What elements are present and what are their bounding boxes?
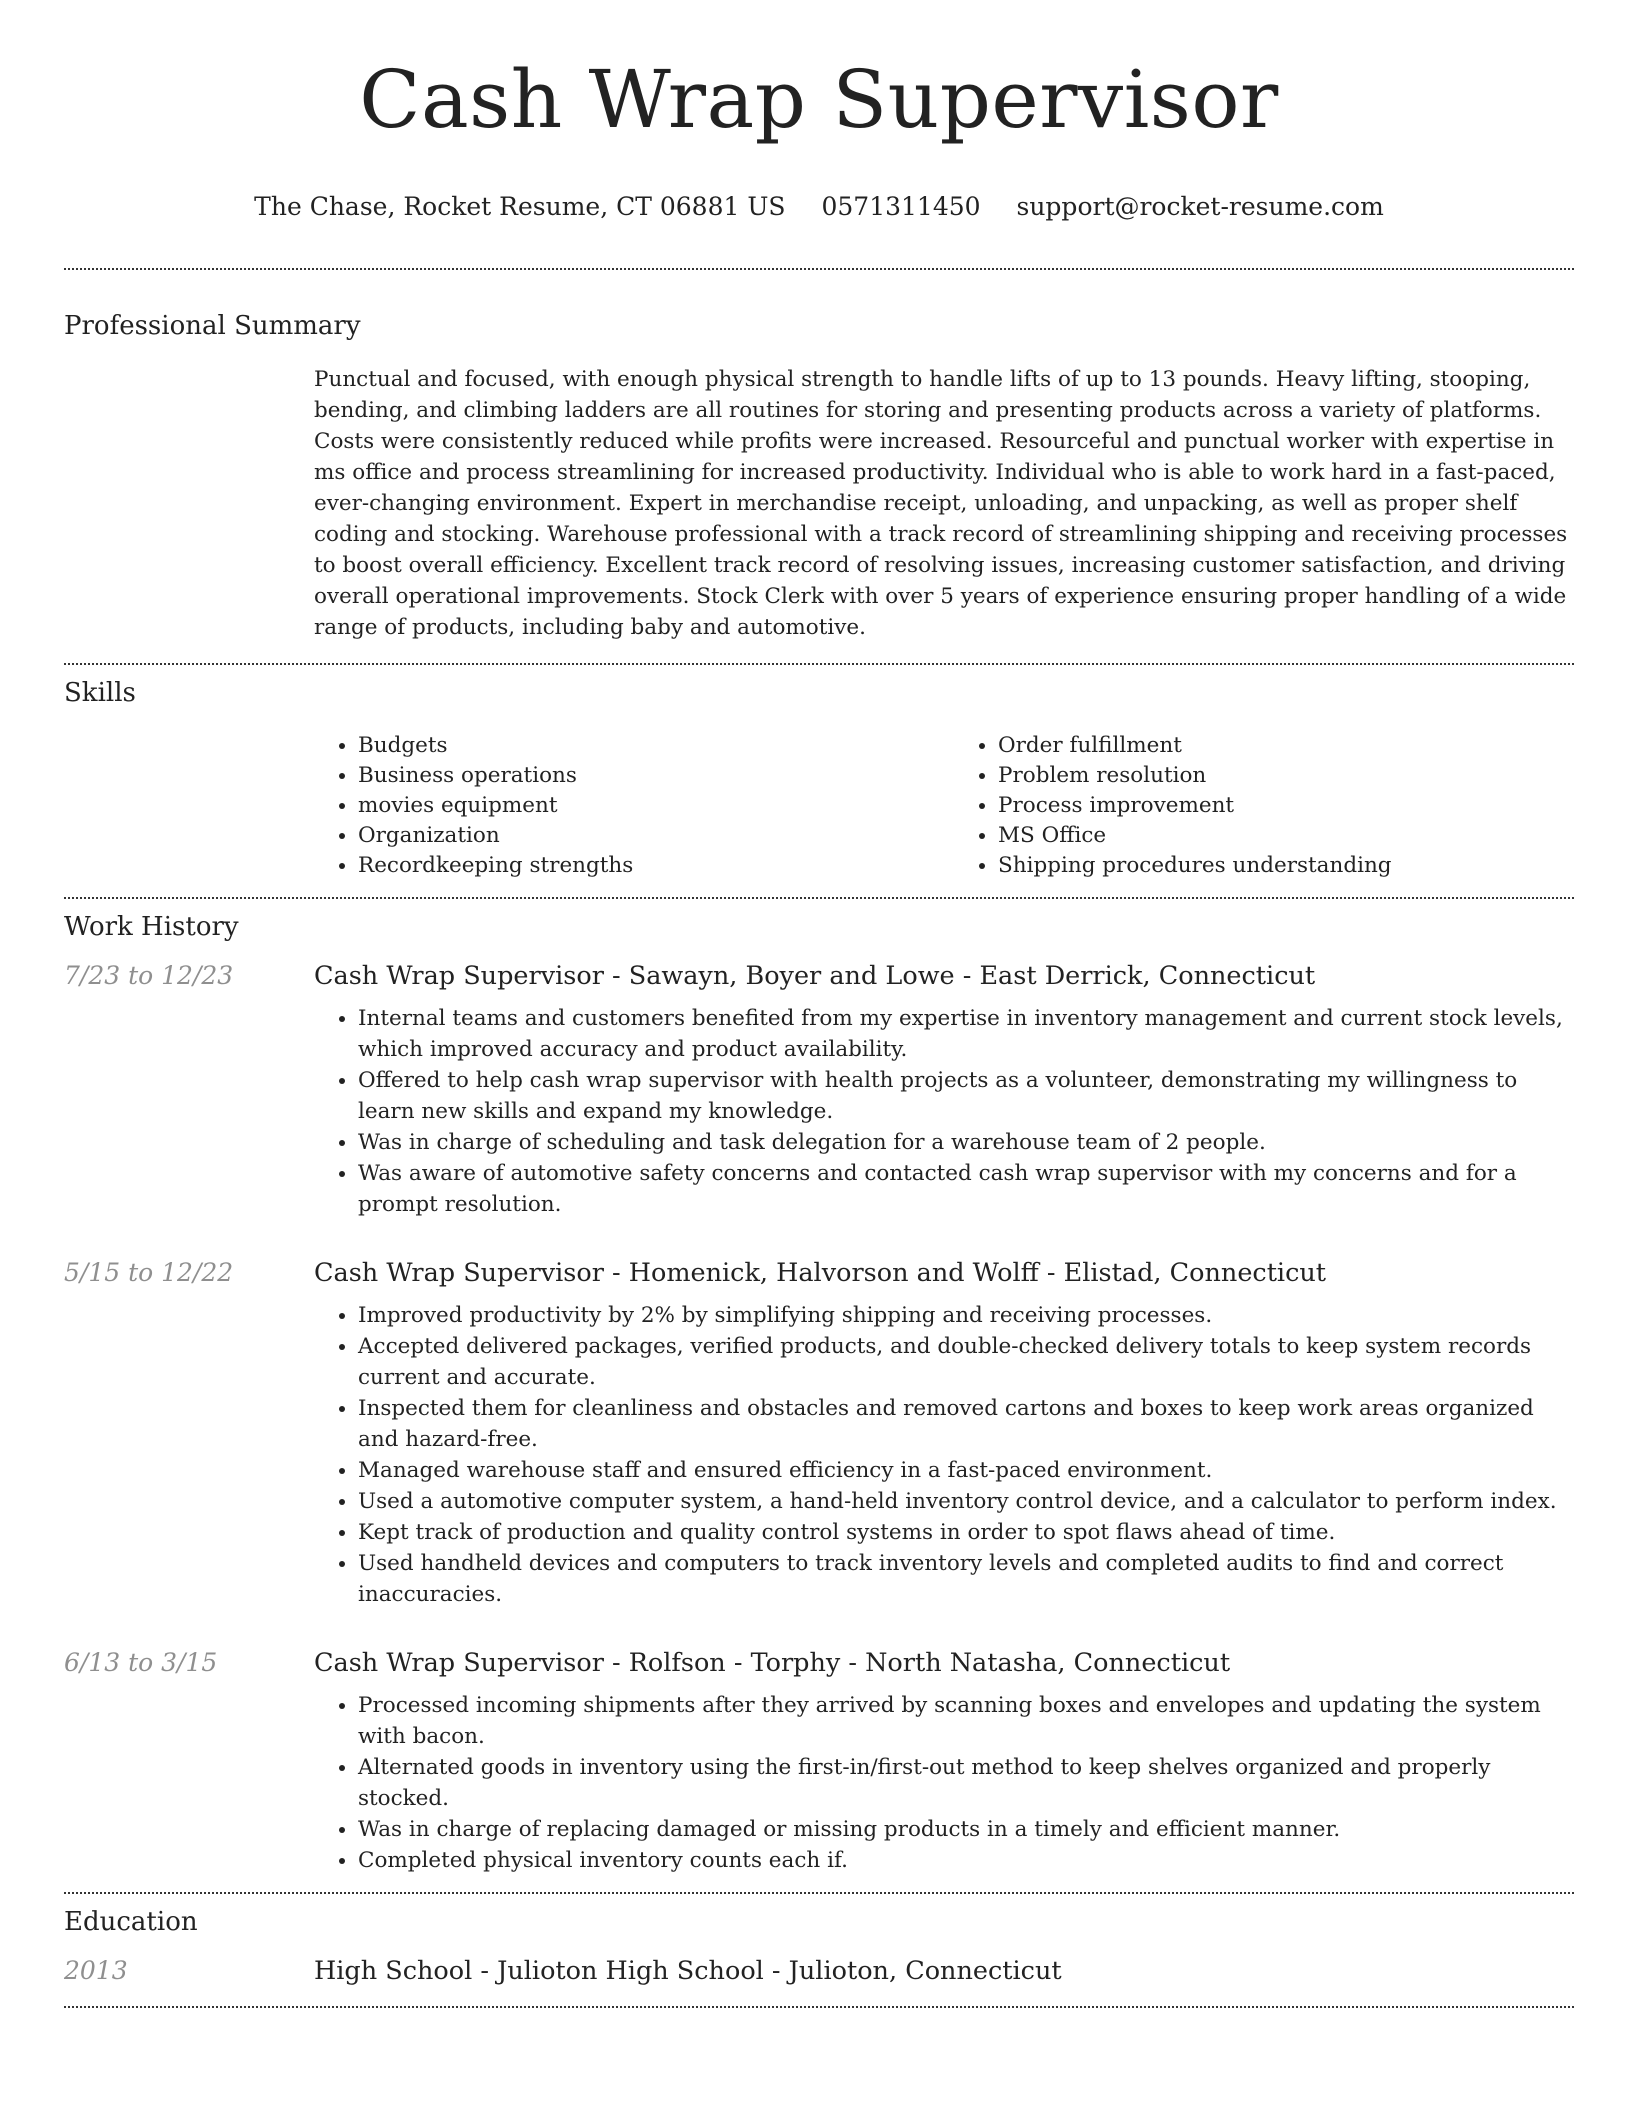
section-title-education: Education [64, 1907, 198, 1937]
skill-item: • Organization [358, 821, 928, 851]
job-bullet: • Internal teams and customers benefited from my expertise in inventory management and current stock levels, which improved accuracy and product availability. [358, 1003, 1574, 1065]
divider [64, 268, 1574, 270]
job-date: 5/15 to 12/22 [64, 1258, 234, 1287]
contact-address: The Chase, Rocket Resume, CT 06881 US [254, 192, 786, 221]
skill-item: • Process improvement [998, 791, 1568, 821]
job-date: 7/23 to 12/23 [64, 961, 234, 990]
job-entry [64, 961, 1574, 1220]
skills-list-right [928, 731, 1568, 881]
job-bullets [314, 1690, 1574, 1876]
job-bullet: • Used a automotive computer system, a hand-held inventory control device, and a calculator to perform index. [358, 1486, 1574, 1517]
job-bullet: • Processed incoming shipments after they arrived by scanning boxes and envelopes and updating the system with bacon. [358, 1690, 1574, 1752]
job-bullet: • Managed warehouse staff and ensured efficiency in a fast-paced environment. [358, 1455, 1574, 1486]
job-title: Cash Wrap Supervisor - Sawayn, Boyer and Lowe - East Derrick, Connecticut [314, 961, 1316, 991]
skill-item: • MS Office [998, 821, 1568, 851]
summary-text: Punctual and focused, with enough physical strength to handle lifts of up to 13 pounds. Heavy lifting, stooping, bending, and climbing ladders are all routines for storing and presenting products across a variety of platforms. Costs were consistently reduced while profits were increased. Resourceful and punctual worker with expertise in ms office and process streamlining for increased productivity. Individual who is able to work hard in a fast-paced, ever-changing environment. Expert in merchandise receipt, unloading, and unpacking, as well as proper shelf coding and stocking. Warehouse professional with a track record of streamlining shipping and receiving processes to boost overall efficiency. Excellent track record of resolving issues, increasing customer satisfaction, and driving overall operational improvements. Stock Clerk with over 5 years of experience ensuring proper handling of a wide range of products, including baby and automotive. [314, 367, 1568, 640]
education-title: High School - Julioton High School - Julioton, Connecticut [314, 1956, 1062, 1986]
job-bullet: • Completed physical inventory counts each if. [358, 1845, 1574, 1876]
job-bullet: • Was in charge of replacing damaged or missing products in a timely and efficient manner. [358, 1814, 1574, 1845]
job-bullet: • Accepted delivered packages, verified products, and double-checked delivery totals to keep system records current and accurate. [358, 1331, 1574, 1393]
job-bullets [314, 1003, 1574, 1220]
divider [64, 2006, 1574, 2008]
job-entry [64, 1258, 1574, 1610]
job-bullets [314, 1300, 1574, 1610]
divider [64, 1892, 1574, 1894]
skill-item: • Business operations [358, 761, 928, 791]
contact-email: support@rocket-resume.com [1016, 192, 1384, 221]
skill-item: • movies equipment [358, 791, 928, 821]
skill-item: • Recordkeeping strengths [358, 851, 928, 881]
section-title-summary: Professional Summary [64, 311, 361, 341]
job-bullet: • Was in charge of scheduling and task delegation for a warehouse team of 2 people. [358, 1127, 1574, 1158]
resume-page [64, 0, 1574, 2008]
skill-item: • Budgets [358, 731, 928, 761]
skill-item: • Shipping procedures understanding [998, 851, 1568, 881]
education-entry [64, 1956, 1574, 1986]
contact-phone: 0571311450 [821, 192, 981, 221]
job-date: 6/13 to 3/15 [64, 1648, 218, 1677]
skills-list-left [314, 731, 928, 881]
job-title: Cash Wrap Supervisor - Homenick, Halvorson and Wolff - Elistad, Connecticut [314, 1258, 1327, 1288]
job-bullet: • Inspected them for cleanliness and obstacles and removed cartons and boxes to keep work areas organized and hazard-free. [358, 1393, 1574, 1455]
skill-item: • Order fulfillment [998, 731, 1568, 761]
divider [64, 663, 1574, 665]
job-bullet: • Offered to help cash wrap supervisor with health projects as a volunteer, demonstrating my willingness to learn new skills and expand my knowledge. [358, 1065, 1574, 1127]
contact-line [64, 192, 1574, 226]
job-bullet: • Kept track of production and quality control systems in order to spot flaws ahead of time. [358, 1517, 1574, 1548]
skills-block [314, 731, 1574, 881]
divider [64, 897, 1574, 899]
skill-item: • Problem resolution [998, 761, 1568, 791]
job-bullet: • Alternated goods in inventory using the first-in/first-out method to keep shelves organized and properly stocked. [358, 1752, 1574, 1814]
job-bullet: • Was aware of automotive safety concerns and contacted cash wrap supervisor with my concerns and for a prompt resolution. [358, 1158, 1574, 1220]
job-bullet: • Improved productivity by 2% by simplifying shipping and receiving processes. [358, 1300, 1574, 1331]
summary-block [314, 364, 1574, 643]
education-date: 2013 [64, 1956, 128, 1985]
section-title-work: Work History [64, 912, 239, 942]
resume-name: Cash Wrap Supervisor [359, 53, 1279, 146]
job-title: Cash Wrap Supervisor - Rolfson - Torphy - North Natasha, Connecticut [314, 1648, 1231, 1678]
job-bullet: • Used handheld devices and computers to track inventory levels and completed audits to find and correct inaccuracies. [358, 1548, 1574, 1610]
section-title-skills: Skills [64, 678, 136, 708]
job-entry [64, 1648, 1574, 1876]
